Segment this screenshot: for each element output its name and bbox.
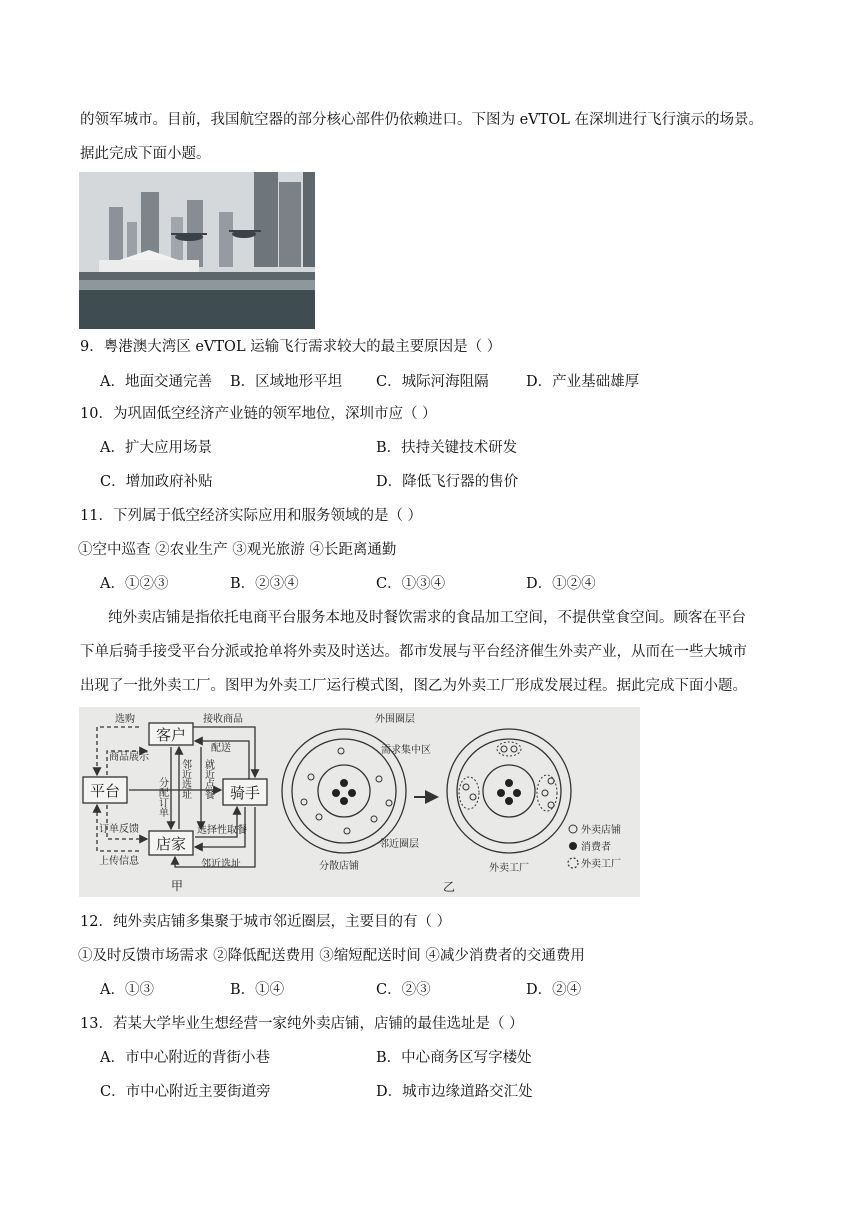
label-display: 商品展示 [109,752,149,763]
passage-line-2: 下单后骑手接受平台分派或抢单将外卖及时送达。都市发展与平台经济催生外卖产业，从而在一些大城市 [80,644,747,660]
label-selective-pickup: 选择性取餐 [197,825,247,836]
question-12-stem: 12．纯外卖店铺多集聚于城市邻近圈层，主要目的有（ ） [80,914,452,930]
label-deliver: 配送 [211,743,231,754]
legend-shop: 外卖店铺 [581,825,621,836]
node-platform: 平台 [90,782,121,800]
passage-line-1: 纯外卖店铺是指依托电商平台服务本地及时餐饮需求的食品加工空间，不提供堂食空间。顾客在平台 [108,610,746,626]
label-near-ring: 邻近圈层 [379,839,419,850]
q11-option-c[interactable]: C．①③④ [376,576,446,592]
label-demand-zone: 需求集中区 [381,745,431,756]
label-nearby-select: 邻近选址 [179,759,191,799]
label-takeout-factory: 外卖工厂 [489,863,529,874]
intro-line-1: 的领军城市。目前，我国航空器的部分核心部件仍依赖进口。下图为 eVTOL 在深圳进行飞行演示的场景。 [80,112,763,128]
q11-option-d[interactable]: D．①②④ [526,576,596,592]
q12-option-c[interactable]: C．②③ [376,982,431,998]
passage-line-3: 出现了一批外卖工厂。图甲为外卖工厂运行模式图，图乙为外卖工厂形成发展过程。据此完成下面小题。 [80,678,747,694]
q13-option-c[interactable]: C．市中心附近主要街道旁 [100,1084,271,1100]
legend-factory: 外卖工厂 [581,859,621,870]
q10-option-c[interactable]: C．增加政府补贴 [100,474,213,490]
q12-option-d[interactable]: D．②④ [526,982,582,998]
node-rider: 骑手 [230,784,261,802]
legend-consumer: 消费者 [581,842,611,853]
question-10-stem: 10．为巩固低空经济产业链的领军地位，深圳市应（ ） [80,406,437,422]
label-feedback: 订单反馈 [99,824,139,835]
label-scattered-shops: 分散店铺 [319,861,359,872]
q11-items: ①空中巡查 ②农业生产 ③观光旅游 ④长距离通勤 [78,542,397,558]
question-9-stem: 9．粤港澳大湾区 eVTOL 运输飞行需求较大的最主要原因是（ ） [80,339,502,355]
node-customer: 客户 [156,726,187,744]
question-11-stem: 11．下列属于低空经济实际应用和服务领域的是（ ） [80,508,423,524]
q9-option-b[interactable]: B．区域地形平坦 [230,374,343,390]
evtol-photo [79,172,315,329]
label-upload: 上传信息 [99,856,139,867]
q11-option-b[interactable]: B．②③④ [230,576,299,592]
label-nearby-site: 邻近选址 [201,859,241,870]
q9-option-a[interactable]: A．地面交通完善 [100,374,212,390]
diagram-legend [568,823,621,870]
q10-option-d[interactable]: D．降低飞行器的售价 [376,474,519,490]
q9-option-c[interactable]: C．城际河海阻隔 [376,374,489,390]
q13-option-b[interactable]: B．中心商务区写字楼处 [376,1050,532,1066]
caption-jia: 甲 [171,879,184,893]
label-receive: 接收商品 [203,714,243,725]
q11-option-a[interactable]: A．①②③ [100,576,169,592]
question-13-stem: 13．若某大学毕业生想经营一家纯外卖店铺，店铺的最佳选址是（ ） [80,1016,524,1032]
q10-option-a[interactable]: A．扩大应用场景 [100,440,212,456]
caption-yi: 乙 [443,880,456,894]
q12-option-a[interactable]: A．①③ [100,982,154,998]
label-assign: 分配订单 [156,777,168,817]
intro-line-2: 据此完成下面小题。 [80,146,211,162]
q9-option-d[interactable]: D．产业基础雄厚 [526,374,640,390]
q13-option-d[interactable]: D．城市边缘道路交汇处 [376,1084,533,1100]
label-outer-ring: 外围圈层 [375,714,415,725]
q12-option-b[interactable]: B．①④ [230,982,285,998]
q10-option-b[interactable]: B．扶持关键技术研发 [376,440,518,456]
label-nearby-pickup: 就近点餐 [202,759,214,799]
node-shop: 店家 [156,835,187,853]
takeout-factory-diagram [79,707,640,897]
q13-option-a[interactable]: A．市中心附近的背街小巷 [100,1050,270,1066]
q12-items: ①及时反馈市场需求 ②降低配送费用 ③缩短配送时间 ④减少消费者的交通费用 [78,948,585,964]
label-select: 选购 [115,714,135,725]
